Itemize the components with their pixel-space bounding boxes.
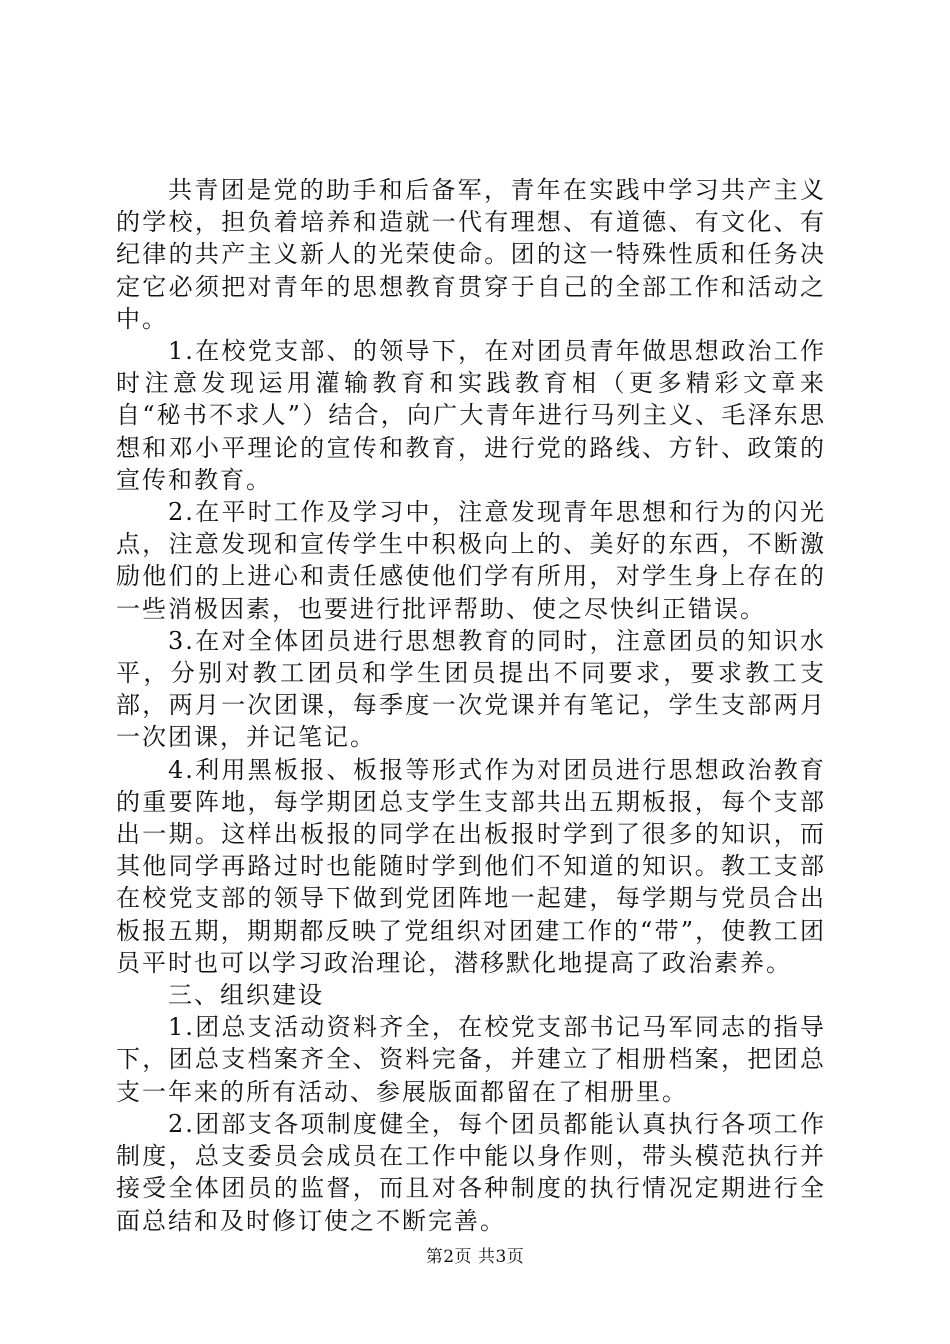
paragraph-item-3: 3.在对全体团员进行思想教育的同时，注意团员的知识水平，分别对教工团员和学生团员提出不同要求，要求教工支部，两月一次团课，每季度一次党课并有笔记，学生支部两月一次团课，并记笔记。 — [116, 626, 826, 752]
paragraph-item-1: 1.在校党支部、的领导下，在对团员青年做思想政治工作时注意发现运用灌输教育和实践教育相（更多精彩文章来自“秘书不求人”）结合，向广大青年进行马列主义、毛泽东思想和邓小平理论的宣传和教育，进行党的路线、方针、政策的宣传和教育。 — [116, 337, 826, 494]
paragraph-item-4: 4.利用黑板报、板报等形式作为对团员进行思想政治教育的重要阵地，每学期团总支学生支部共出五期板报，每个支部出一期。这样出板报的同学在出板报时学到了很多的知识，而其他同学再路过时也能随时学到他们不知道的知识。教工支部在校党支部的领导下做到党团阵地一起建，每学期与党员合出板报五期，期期都反映了党组织对团建工作的“带”，使教工团员平时也可以学习政治理论，潜移默化地提高了政治素养。 — [116, 755, 826, 977]
section-heading: 三、组织建设 — [168, 981, 324, 1010]
page-indicator: 第2页 共3页 — [425, 1247, 525, 1267]
paragraph-org-1: 1.团总支活动资料齐全，在校党支部书记马军同志的指导下，团总支档案齐全、资料完备，并建立了相册档案，把团总支一年来的所有活动、参展版面都留在了相册里。 — [116, 1013, 826, 1106]
paragraph-org-2: 2.团部支各项制度健全，每个团员都能认真执行各项工作制度，总支委员会成员在工作中能以身作则，带头模范执行并接受全体团员的监督，而且对各种制度的执行情况定期进行全面总结和及时修订使之不断完善。 — [116, 1109, 826, 1235]
document-body — [116, 174, 826, 1237]
paragraph-intro: 共青团是党的助手和后备军，青年在实践中学习共产主义的学校，担负着培养和造就一代有理想、有道德、有文化、有纪律的共产主义新人的光荣使命。团的这一特殊性质和任务决定它必须把对青年的思想教育贯穿于自己的全部工作和活动之中。 — [116, 176, 826, 333]
paragraph-item-2: 2.在平时工作及学习中，注意发现青年思想和行为的闪光点，注意发现和宣传学生中积极向上的、美好的东西，不断激励他们的上进心和责任感使他们学有所用，对学生身上存在的一些消极因素，也要进行批评帮助、使之尽快纠正错误。 — [116, 498, 826, 623]
